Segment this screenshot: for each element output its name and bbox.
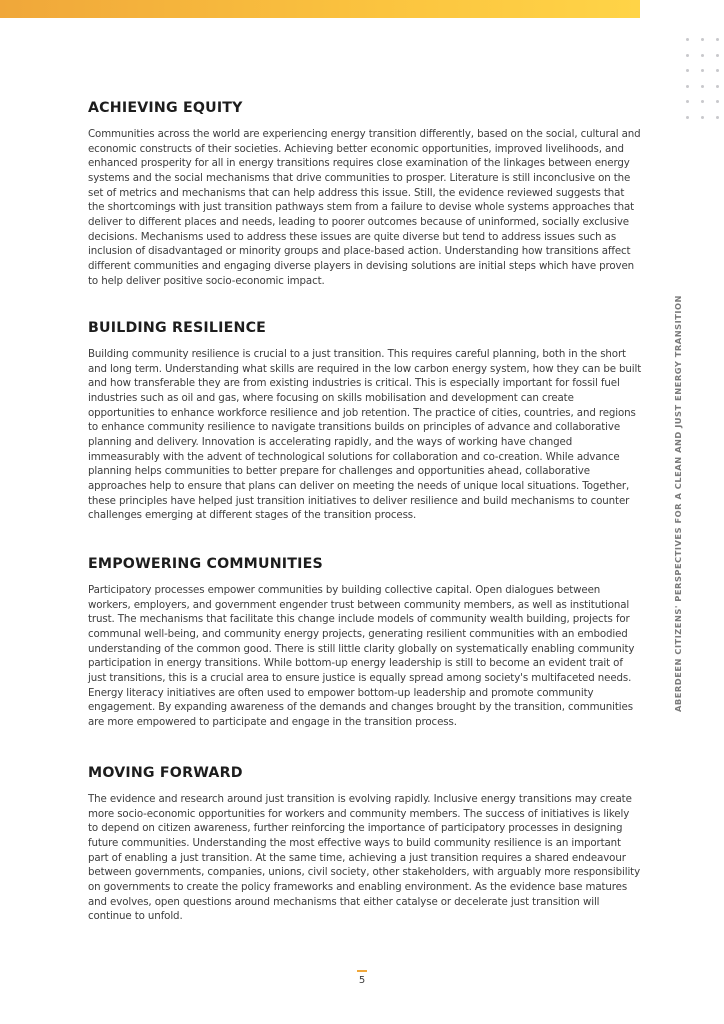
section-heading: MOVING FORWARD [88,765,243,781]
dot [686,100,689,103]
top-accent-bar [0,0,640,18]
dot [716,54,719,57]
dot [716,116,719,119]
dot [701,116,704,119]
dot-grid-icon [686,38,724,131]
dot [686,38,689,41]
section-moving-forward [88,765,642,924]
section-body: Building community resilience is crucial to a just transition. This requires careful planning, both in the short and long term. Understanding what skills are required in the low carbon energy system, how they can be built and how transferable they are from existing industries is critical. This is especially important for fossil fuel industries such as oil and gas, where focusing on skills mobilisation and development can create opportunities to enhance workforce resilience and job retention. The practice of cities, countries, and regions to enhance community resilience to navigate transitions builds on principles of advance and collaborative planning and delivery. Innovation is accelerating rapidly, and the ways of working have changed immeasurably with the advent of technological solutions for collaboration and co-creation. While advance planning helps communities to better prepare for challenges and opportunities ahead, collaborative approaches help to ensure that plans can deliver on meeting the needs of unique local situations. Together, these principles have helped just transition initiatives to deliver resilience and build mechanisms to counter challenges emerging at different stages of the transition process. [88,348,642,522]
dot [686,54,689,57]
page-number: 5 [358,975,366,986]
dot [701,100,704,103]
section-heading: ACHIEVING EQUITY [88,100,243,116]
dot [716,85,719,88]
dot [686,85,689,88]
section-body: Communities across the world are experiencing energy transition differently, based on the social, cultural and economic constructs of their societies. Achieving better economic opportunities, improved livelihoods, and enhanced prosperity for all in energy transitions requires close examination of the linkages between energy systems and the social mechanisms that drive communities to prosper. Literature is still inconclusive on the set of metrics and mechanisms that can help address this issue. Still, the evidence reviewed suggests that the shortcomings with just transition pathways stem from a failure to devise whole systems approaches that deliver to different places and needs, leading to poorer outcomes because of uninformed, socially exclusive decisions. Mechanisms used to address these issues are quite diverse but tend to address issues such as inclusion of disadvantaged or minority groups and place-based action. Understanding how transitions affect different communities and engaging diverse players in devising solutions are initial steps which have proven to help deliver positive socio-economic impact. [88,128,641,287]
dot [686,69,689,72]
section-body: Participatory processes empower communities by building collective capital. Open dialogues between workers, employers, and government engender trust between community members, as well as institutional trust. The mechanisms that facilitate this change include models of community wealth building, projects for communal well-being, and community energy projects, generating resilient communities with an embodied understanding of the common good. There is still little clarity globally on systematically enabling community participation in energy transitions. While bottom-up energy leadership is still to become an evident trait of just transitions, this is a crucial area to ensure justice is equally spread among society's multifaceted needs. Energy literacy initiatives are often used to empower bottom-up leadership and promote community engagement. By expanding awareness of the demands and changes brought by the transition, communities are more empowered to participate and engage in the transition process. [88,584,635,728]
dot [701,54,704,57]
side-running-title: ABERDEEN CITIZENS' PERSPECTIVES FOR A CLEAN AND JUST ENERGY TRANSITION [673,295,683,712]
page-number-accent [357,970,367,972]
dot [716,38,719,41]
dot [716,100,719,103]
dot [701,38,704,41]
section-heading: EMPOWERING COMMUNITIES [88,556,323,572]
section-achieving-equity [88,100,642,288]
dot [716,69,719,72]
section-body: The evidence and research around just transition is evolving rapidly. Inclusive energy transitions may create more socio-economic opportunities for workers and community members. The success of initiatives is likely to depend on citizen awareness, further reinforcing the importance of participatory processes in designing future communities. Understanding the most effective ways to build community resilience is an important part of enabling a just transition. At the same time, achieving a just transition requires a shared endeavour between governments, companies, unions, civil society, other stakeholders, with arguably more responsibility on governments to create the policy frameworks and enabling environment. As the evidence base matures and evolves, open questions around mechanisms that either catalyse or decelerate just transition will continue to unfold. [88,793,641,923]
section-empowering-communities [88,556,642,730]
dot [701,85,704,88]
dot [686,116,689,119]
dot [701,69,704,72]
section-heading: BUILDING RESILIENCE [88,320,267,336]
section-building-resilience [88,320,642,523]
